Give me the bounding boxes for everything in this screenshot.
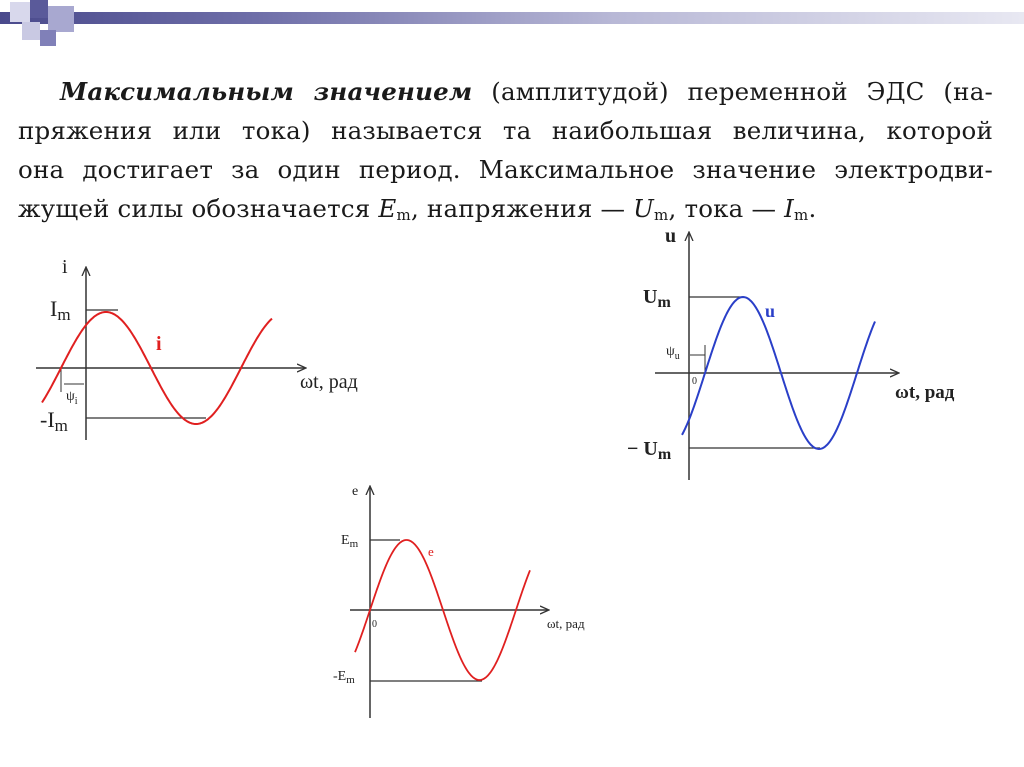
paragraph-line-3: она достигает за один период. Максимальное значение электродви- [18,155,993,184]
voltage-graph [627,225,955,480]
emf-symbol: E [378,194,397,223]
voltage-x-axis-label: ωt, рад [895,382,955,403]
paragraph-text: жущей силы обозначается [18,194,379,223]
defined-term: Максимальным значением [60,77,473,106]
voltage-min-label: − $U_m$ [627,438,672,463]
subscript: m [794,206,809,224]
paragraph-text: . [808,194,817,223]
current-max-label: Im [50,296,71,324]
current-min-label: -Im [40,407,68,435]
current-phase-label: $\psi_i$ [66,389,78,407]
voltage-max-label: $U_m$ [643,286,671,311]
voltage-origin-label: 0 [692,376,697,387]
voltage-phase-label: $\psi_u$ [666,344,680,362]
paragraph-text: , тока — [668,194,785,223]
paragraph-line-2: пряжения или тока) называется та наибольшая величина, которой [18,116,993,145]
voltage-axis-label: u [665,225,677,247]
current-symbol: I [784,194,795,223]
emf-origin-label: 0 [372,619,377,630]
emf-curve-label: e [428,544,434,559]
current-axis-label: i [62,256,68,278]
paragraph-text: , напряжения — [410,194,634,223]
emf-graph [333,484,585,718]
current-curve-label: i [156,333,162,355]
voltage-curve-label: u [765,301,776,321]
emf-x-axis-label: ωt, рад [547,616,585,631]
voltage-symbol: U [633,194,655,223]
current-graph [36,256,358,440]
emf-min-label: $-E_m$ [333,669,355,686]
subscript: m [654,206,669,224]
emf-max-label: $E_m$ [341,533,359,550]
paragraph-text: (амплитудой) переменной ЭДС (на- [491,77,993,106]
emf-axis-label: e [352,484,359,499]
current-x-axis-label: ωt, рад [300,371,358,393]
subscript: m [396,206,411,224]
